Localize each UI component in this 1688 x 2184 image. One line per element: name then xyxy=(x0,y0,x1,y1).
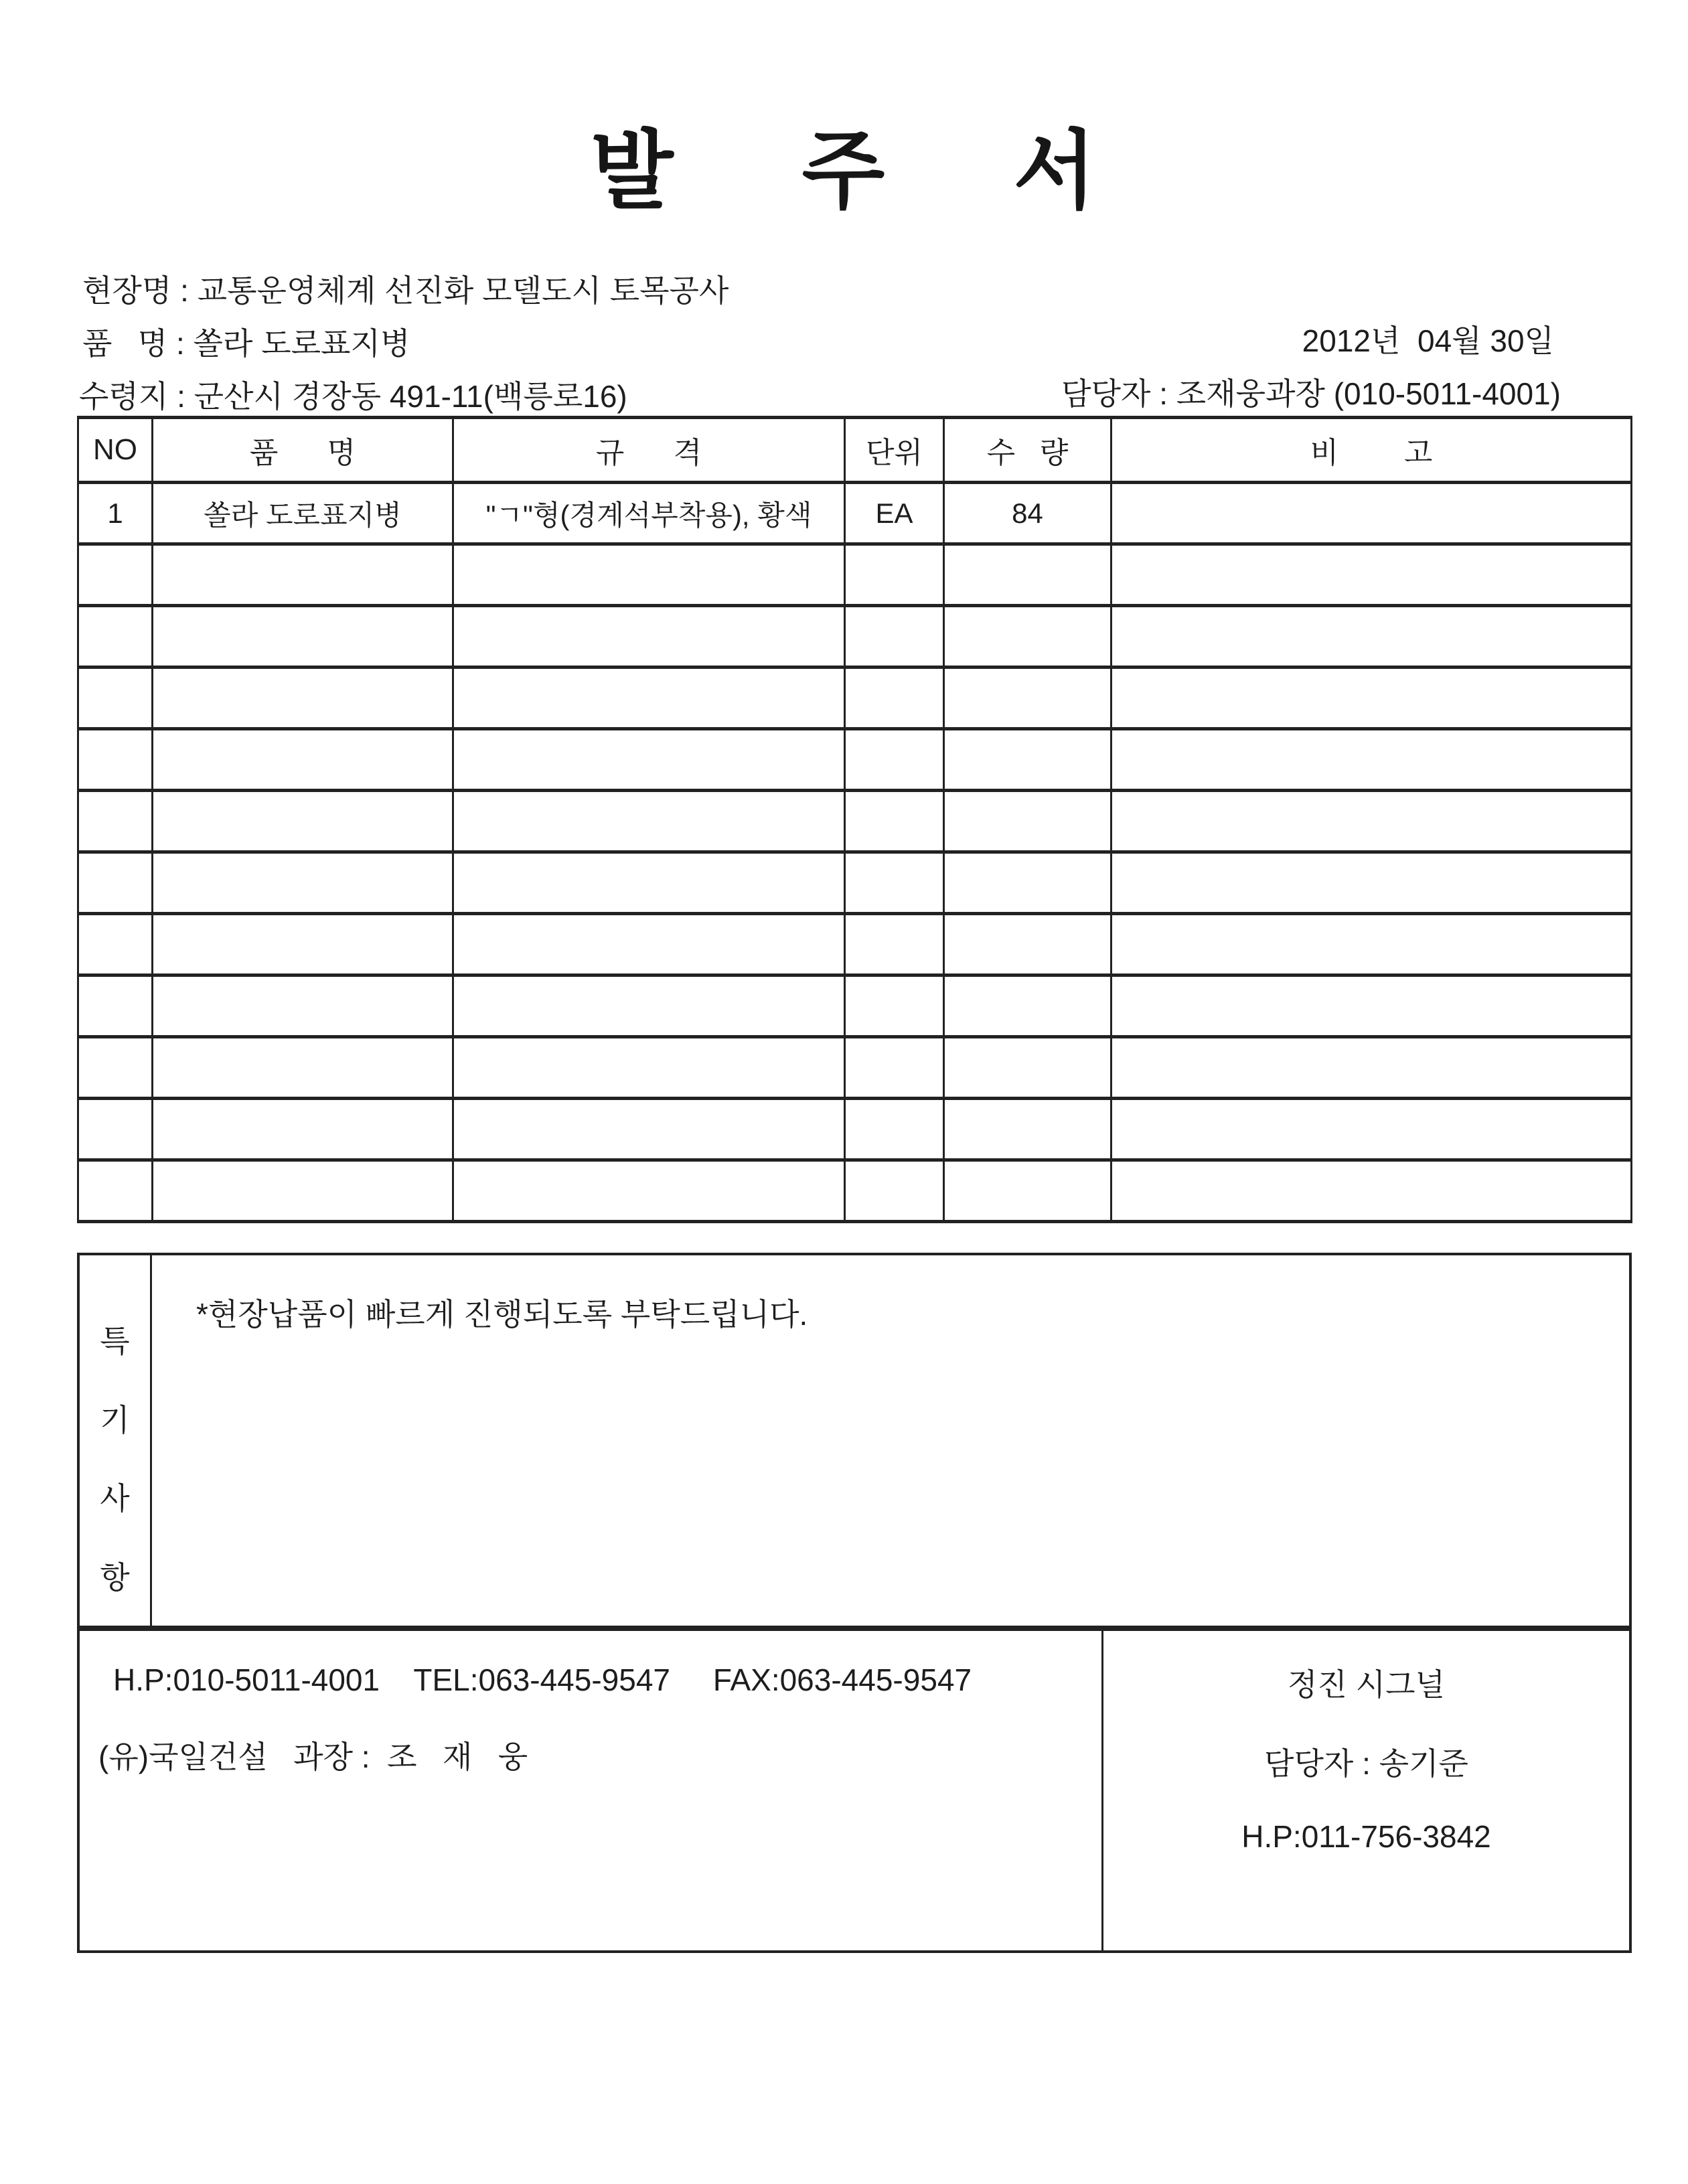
table-row xyxy=(78,791,1632,852)
special-notes-box xyxy=(77,1253,1632,1628)
special-label-char: 항 xyxy=(100,1559,130,1595)
cell-remarks xyxy=(1111,1037,1632,1099)
cell-item-name xyxy=(153,791,453,852)
cell-unit xyxy=(845,1099,944,1160)
header-no: NO xyxy=(78,418,153,483)
cell-item-name xyxy=(153,544,453,606)
cell-item-name xyxy=(153,729,453,791)
site-name-line: 현장명 : 교통운영체계 선진화 모델도시 토목공사 xyxy=(82,273,729,308)
table-row xyxy=(78,914,1632,976)
cell-unit xyxy=(845,852,944,914)
orderer-info-cell xyxy=(80,1631,1103,1950)
supplier-manager: 담당자 : 송기준 xyxy=(1264,1746,1468,1781)
cell-item-name xyxy=(153,1160,453,1222)
header-quantity: 수 량 xyxy=(944,418,1111,483)
header-unit: 단위 xyxy=(845,418,944,483)
cell-spec xyxy=(453,914,845,976)
cell-unit xyxy=(845,544,944,606)
cell-unit xyxy=(845,606,944,668)
cell-spec xyxy=(453,606,845,668)
cell-no xyxy=(78,668,153,729)
special-notes-label xyxy=(80,1255,152,1626)
table-row xyxy=(78,606,1632,668)
table-row xyxy=(78,729,1632,791)
cell-quantity xyxy=(944,606,1111,668)
cell-quantity: 84 xyxy=(944,483,1111,544)
cell-item-name xyxy=(153,668,453,729)
footer-box xyxy=(77,1628,1632,1953)
special-notes-text: *현장납품이 빠르게 진행되도록 부탁드립니다. xyxy=(196,1297,808,1332)
title-char: 발 xyxy=(591,123,675,219)
cell-no xyxy=(78,976,153,1037)
cell-item-name xyxy=(153,1037,453,1099)
cell-spec xyxy=(453,1160,845,1222)
header-remarks: 비 고 xyxy=(1111,418,1632,483)
cell-spec xyxy=(453,1099,845,1160)
order-date: 2012년 04월 30일 xyxy=(1302,323,1554,358)
cell-no xyxy=(78,729,153,791)
cell-unit xyxy=(845,1160,944,1222)
table-row xyxy=(78,668,1632,729)
cell-quantity xyxy=(944,791,1111,852)
cell-unit xyxy=(845,729,944,791)
cell-remarks xyxy=(1111,1160,1632,1222)
cell-unit xyxy=(845,976,944,1037)
order-items-table xyxy=(77,416,1632,1223)
title-char: 서 xyxy=(1013,123,1097,219)
table-header-row xyxy=(78,418,1632,483)
cell-quantity xyxy=(944,544,1111,606)
page-title xyxy=(0,102,1688,225)
cell-unit xyxy=(845,914,944,976)
cell-no xyxy=(78,1160,153,1222)
cell-item-name xyxy=(153,976,453,1037)
table-row xyxy=(78,852,1632,914)
cell-no xyxy=(78,544,153,606)
item-name-line: 품 명 : 쏠라 도로표지병 xyxy=(82,326,410,361)
cell-quantity xyxy=(944,852,1111,914)
cell-remarks xyxy=(1111,544,1632,606)
cell-quantity xyxy=(944,976,1111,1037)
cell-remarks xyxy=(1111,668,1632,729)
table-row xyxy=(78,483,1632,544)
cell-remarks xyxy=(1111,483,1632,544)
cell-quantity xyxy=(944,729,1111,791)
orderer-contacts-line: H.P:010-5011-4001 TEL:063-445-9547 FAX:063-445-9547 xyxy=(113,1662,972,1697)
cell-no: 1 xyxy=(78,483,153,544)
table-row xyxy=(78,1037,1632,1099)
cell-no xyxy=(78,791,153,852)
header-item-name: 품 명 xyxy=(153,418,453,483)
cell-quantity xyxy=(944,914,1111,976)
cell-unit xyxy=(845,668,944,729)
cell-no xyxy=(78,1099,153,1160)
cell-spec xyxy=(453,852,845,914)
cell-spec xyxy=(453,544,845,606)
cell-item-name xyxy=(153,914,453,976)
cell-remarks xyxy=(1111,1099,1632,1160)
cell-unit xyxy=(845,1037,944,1099)
cell-spec xyxy=(453,791,845,852)
cell-quantity xyxy=(944,1099,1111,1160)
cell-no xyxy=(78,1037,153,1099)
cell-item-name xyxy=(153,1099,453,1160)
cell-remarks xyxy=(1111,606,1632,668)
cell-spec xyxy=(453,1037,845,1099)
cell-unit: EA xyxy=(845,483,944,544)
special-label-char: 특 xyxy=(100,1324,130,1358)
cell-item-name: 쏠라 도로표지병 xyxy=(153,483,453,544)
special-label-char: 기 xyxy=(100,1402,130,1437)
cell-remarks xyxy=(1111,852,1632,914)
cell-remarks xyxy=(1111,791,1632,852)
table-row xyxy=(78,976,1632,1037)
cell-item-name xyxy=(153,606,453,668)
manager-contact-line: 담당자 : 조재웅과장 (010-5011-4001) xyxy=(1061,376,1561,411)
cell-spec xyxy=(453,976,845,1037)
cell-quantity xyxy=(944,1037,1111,1099)
cell-remarks xyxy=(1111,976,1632,1037)
cell-quantity xyxy=(944,1160,1111,1222)
special-label-char: 사 xyxy=(100,1481,130,1516)
order-table-body xyxy=(78,483,1632,1222)
supplier-company: 정진 시그널 xyxy=(1288,1667,1445,1702)
cell-unit xyxy=(845,791,944,852)
cell-spec xyxy=(453,668,845,729)
title-char: 주 xyxy=(801,123,887,219)
orderer-company-line: (유)국일건설 과장 : 조 재 웅 xyxy=(98,1739,528,1774)
cell-spec: "ㄱ"형(경계석부착용), 황색 xyxy=(453,483,845,544)
cell-no xyxy=(78,606,153,668)
cell-remarks xyxy=(1111,914,1632,976)
table-row xyxy=(78,1099,1632,1160)
table-row xyxy=(78,1160,1632,1222)
table-row xyxy=(78,544,1632,606)
cell-remarks xyxy=(1111,729,1632,791)
supplier-info-cell xyxy=(1103,1631,1629,1950)
delivery-place-line: 수령지 : 군산시 경장동 491-11(백릉로16) xyxy=(79,379,627,414)
cell-spec xyxy=(453,729,845,791)
cell-quantity xyxy=(944,668,1111,729)
cell-no xyxy=(78,914,153,976)
header-spec: 규 격 xyxy=(453,418,845,483)
supplier-phone: H.P:011-756-3842 xyxy=(1241,1819,1491,1854)
cell-item-name xyxy=(153,852,453,914)
cell-no xyxy=(78,852,153,914)
